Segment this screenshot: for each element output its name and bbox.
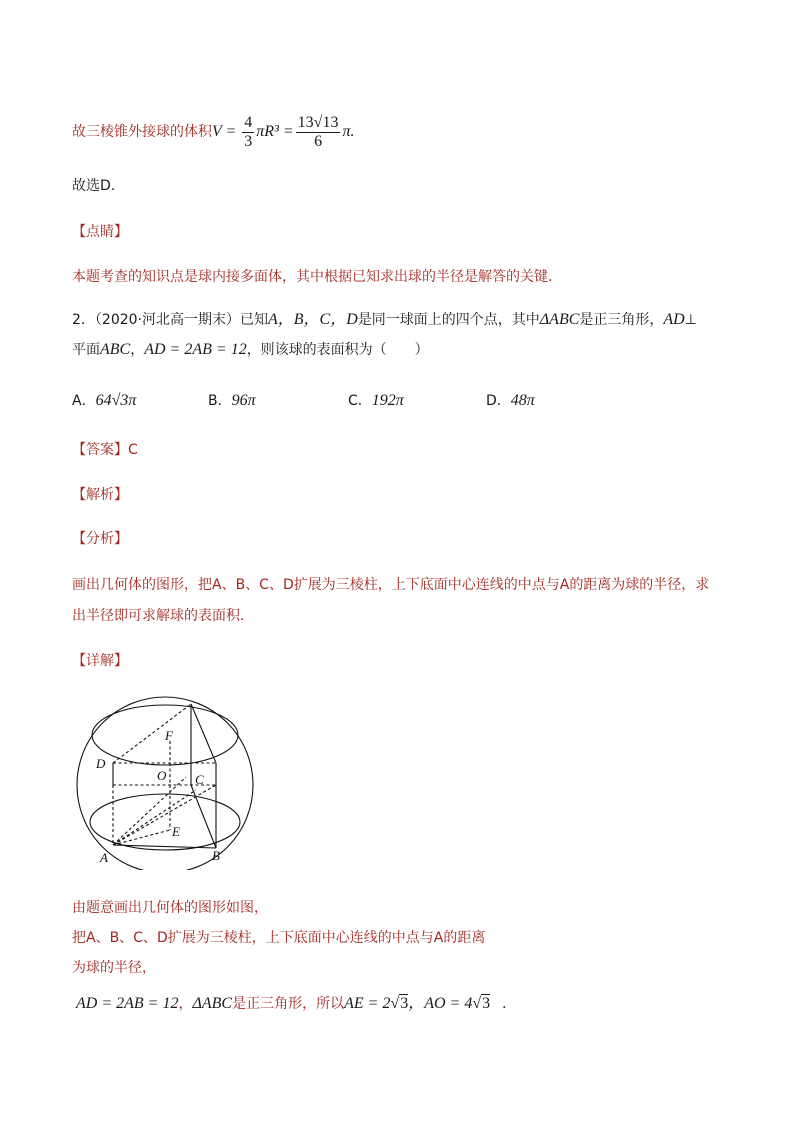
label-o: O bbox=[157, 768, 167, 783]
fenxi-text-1: 画出几何体的图形，把A、B、C、D扩展为三棱柱，上下底面中心连线的中点与A的距离为球的半径，求 bbox=[72, 577, 710, 593]
detail-line-2: 把A、B、C、D扩展为三棱柱，上下底面中心连线的中点与A的距离 bbox=[72, 930, 486, 946]
fenxi-label: 【分析】 bbox=[72, 531, 128, 547]
label-e: E bbox=[172, 824, 180, 839]
fenxi-text-2: 出半径即可求解球的表面积． bbox=[72, 608, 254, 624]
choose-line: 故选D. bbox=[72, 178, 116, 194]
answer-line: 【答案】C bbox=[72, 442, 138, 458]
sphere-outline bbox=[77, 697, 253, 870]
option-c: C．192π bbox=[348, 392, 404, 409]
fraction-4-3: $\frac{4}{3}$ bbox=[244, 113, 253, 150]
volume-lhs: V = bbox=[212, 123, 241, 140]
option-d: D．48π bbox=[486, 392, 535, 409]
detail-line-4: AD = 2AB = 12，ΔABC是正三角形，所以AE = 2√3，AO = 4√3 ． bbox=[76, 995, 517, 1012]
question-2-line-2: 平面ABC，AD = 2AB = 12，则该球的表面积为（ ） bbox=[72, 341, 429, 358]
label-d: D bbox=[96, 756, 106, 771]
option-a: A．64√3π bbox=[72, 392, 137, 409]
volume-text: 故三棱锥外接球的体积 bbox=[72, 124, 212, 140]
detail-line-3: 为球的半径， bbox=[72, 960, 156, 976]
sphere-prism-figure bbox=[68, 690, 268, 870]
volume-mid: πR³ = bbox=[256, 123, 294, 140]
label-a: A bbox=[100, 850, 108, 865]
label-c: C bbox=[195, 772, 204, 787]
label-b: B bbox=[212, 848, 220, 863]
volume-line bbox=[72, 112, 354, 152]
option-b: B．96π bbox=[208, 392, 256, 409]
question-2-line-1: 2．（2020·河北高一期末）已知A，B，C，D是同一球面上的四个点，其中ΔABC是正三角形，AD⊥ bbox=[72, 311, 697, 328]
dianjing-text: 本题考查的知识点是球内接多面体，其中根据已知求出球的半径是解答的关键． bbox=[72, 269, 562, 285]
volume-end: π. bbox=[342, 123, 355, 140]
label-f: F bbox=[165, 728, 173, 743]
dianjing-label: 【点睛】 bbox=[72, 224, 128, 240]
detail-line-1: 由题意画出几何体的图形如图， bbox=[72, 900, 268, 916]
fraction-13sqrt13-6: $\frac{13√13}{6}$ bbox=[297, 113, 339, 150]
jiexi-label: 【解析】 bbox=[72, 487, 128, 503]
xiangjie-label: 【详解】 bbox=[72, 653, 128, 669]
